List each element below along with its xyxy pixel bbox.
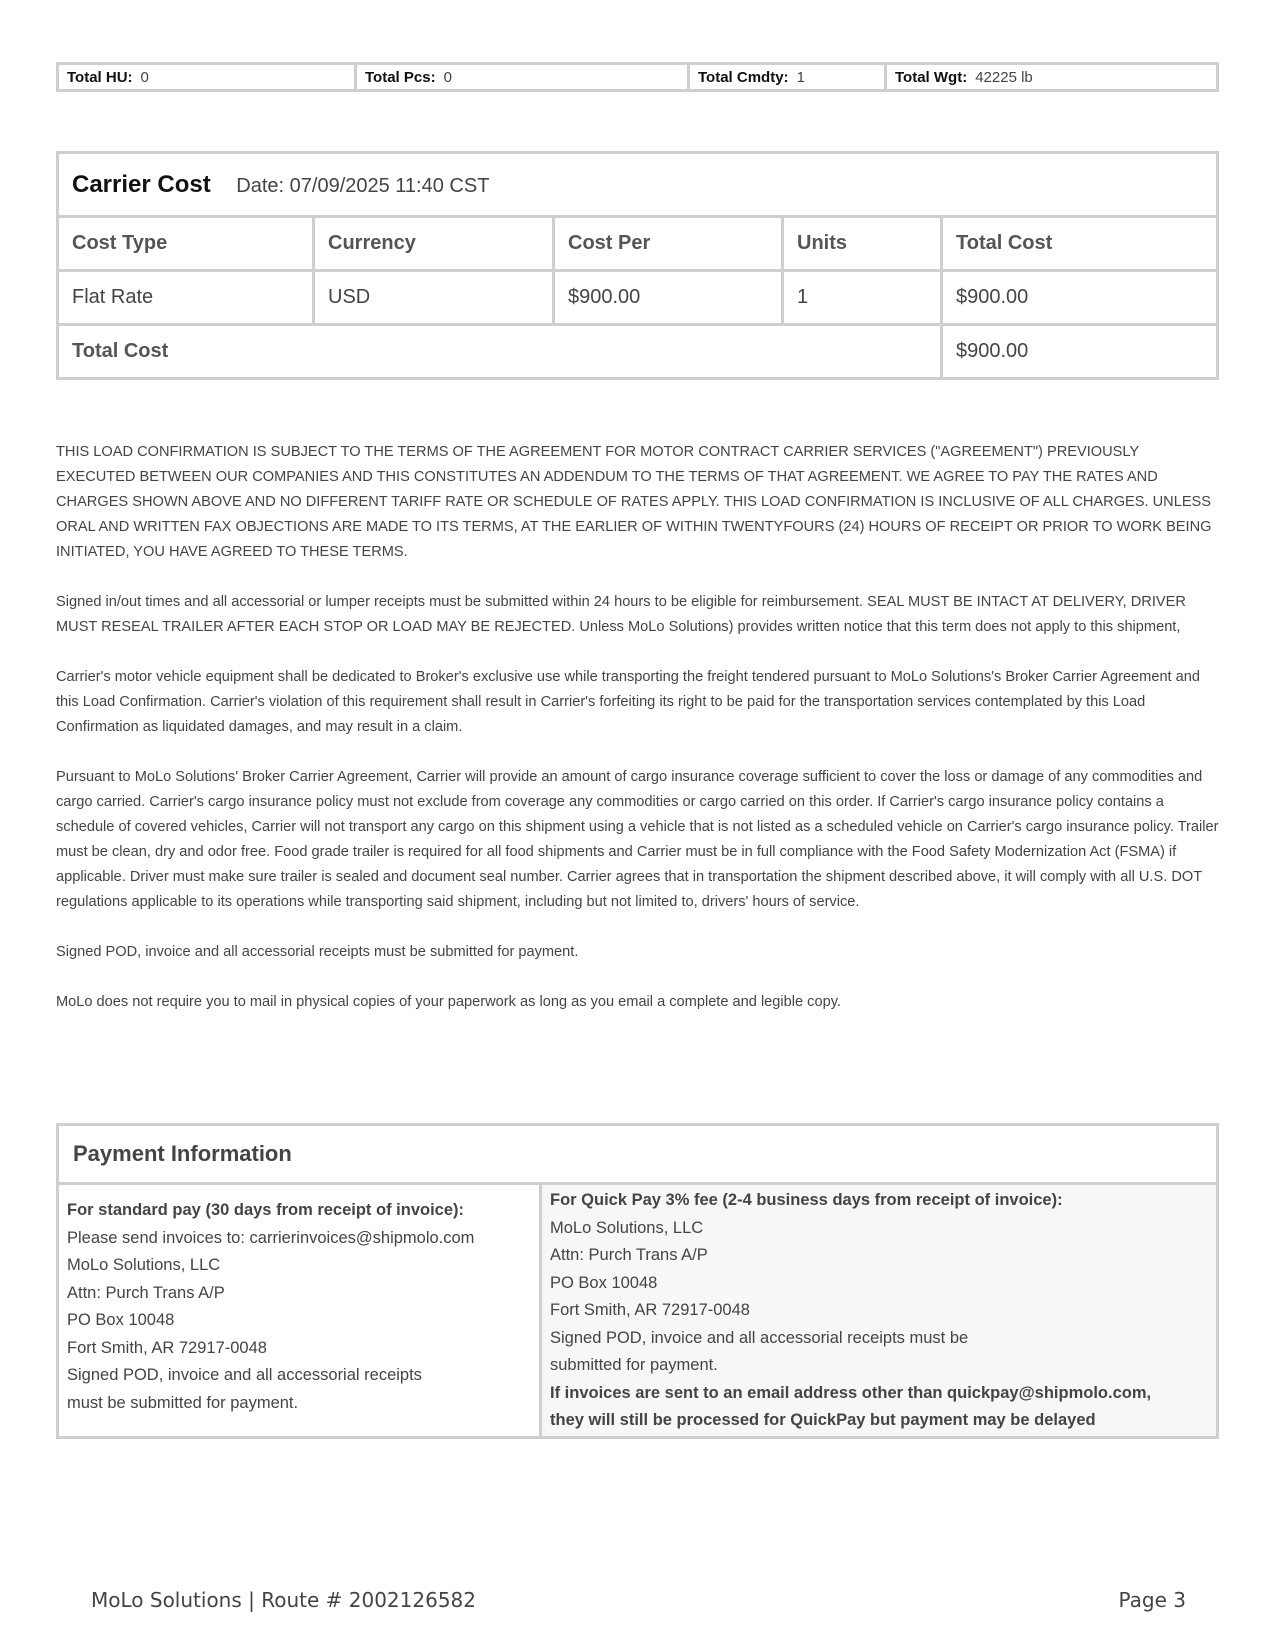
payment-title: Payment Information: [59, 1126, 1216, 1185]
quick-pay-line: MoLo Solutions, LLC: [550, 1218, 704, 1237]
standard-pay-line: Attn: Purch Trans A/P: [67, 1283, 225, 1302]
total-cost-value: $900.00: [942, 325, 1218, 379]
terms-paragraph: Signed in/out times and all accessorial or lumper receipts must be submitted within 24 hours to be eligible for reimbursement. SEAL MUST BE INTACT AT DELIVERY, DRIVER MUST RESEAL TRAILER AFTER EACH STOP OR LOAD MAY BE REJECTED. Unless MoLo Solutions) provides written notice that this term does not apply to this shipment,: [56, 594, 1186, 635]
standard-pay-line: MoLo Solutions, LLC: [67, 1256, 221, 1274]
total-pcs: [357, 65, 690, 89]
terms-text: [56, 440, 1222, 1040]
carrier-cost-table: [56, 151, 1219, 380]
standard-pay-line: PO Box 10048: [67, 1311, 175, 1329]
cell-total-cost: $900.00: [942, 271, 1218, 325]
footer-route: MoLo Solutions | Route # 2002126582: [91, 1588, 476, 1612]
total-pcs-value: 0: [443, 68, 452, 86]
column-header-cost-type: Cost Type: [58, 217, 314, 271]
footer-page-number: Page 3: [1118, 1588, 1186, 1612]
cell-cost-type: Flat Rate: [58, 271, 314, 325]
quick-pay-note: they will still be processed for QuickPay but payment may be delayed: [550, 1411, 1096, 1429]
total-cmdty-value: 1: [796, 68, 805, 86]
carrier-cost-title-cell: [58, 153, 1218, 217]
terms-paragraph: THIS LOAD CONFIRMATION IS SUBJECT TO THE TERMS OF THE AGREEMENT FOR MOTOR CONTRACT CARRIER SERVICES ("AGREEMENT") PREVIOUSLY EXECUTED BETWEEN OUR COMPANIES AND THIS CONSTITUTES AN ADDENDUM TO THE TERMS OF THAT AGREEMENT. WE AGREE TO PAY THE RATES AND CHARGES SHOWN ABOVE AND NO DIFFERENT TARIFF RATE OR SCHEDULE OF RATES APPLY. THIS LOAD CONFIRMATION IS INCLUSIVE OF ALL CHARGES. UNLESS ORAL AND WRITTEN FAX OBJECTIONS ARE MADE TO ITS TERMS, AT THE EARLIER OF WITHIN TWENTYFOURS (24) HOURS OF RECEIPT OR PRIOR TO WORK BEING INITIATED, YOU HAVE AGREED TO THESE TERMS.: [56, 444, 1212, 560]
standard-pay-heading: For standard pay (30 days from receipt of invoice):: [67, 1201, 465, 1219]
quick-pay-line: submitted for payment.: [550, 1356, 718, 1374]
terms-paragraph: Signed POD, invoice and all accessorial receipts must be submitted for payment.: [56, 944, 579, 960]
cell-cost-per: $900.00: [554, 271, 783, 325]
quick-pay-heading: For Quick Pay 3% fee (2-4 business days from receipt of invoice):: [550, 1191, 1063, 1209]
standard-pay-column: [59, 1185, 542, 1436]
total-wgt: [887, 65, 1216, 89]
carrier-cost-date: Date: 07/09/2025 11:40 CST: [236, 174, 490, 197]
table-row: [58, 271, 1218, 325]
total-hu: [59, 65, 357, 89]
quick-pay-column: [542, 1185, 1216, 1436]
carrier-cost-total-row: [58, 325, 1218, 379]
standard-pay-line: must be submitted for payment.: [67, 1393, 299, 1412]
carrier-cost-title-row: [58, 153, 1218, 217]
carrier-cost-header-row: [58, 217, 1218, 271]
total-wgt-value: 42225 lb: [975, 68, 1033, 86]
standard-pay-line: Signed POD, invoice and all accessorial receipts: [67, 1366, 422, 1384]
quick-pay-line: PO Box 10048: [550, 1273, 658, 1292]
carrier-cost-title: Carrier Cost: [72, 170, 211, 198]
payment-columns: [59, 1185, 1216, 1436]
column-header-units: Units: [783, 217, 942, 271]
cell-units: 1: [783, 271, 942, 325]
quick-pay-line: Signed POD, invoice and all accessorial receipts must be: [550, 1328, 969, 1347]
quick-pay-line: Fort Smith, AR 72917-0048: [550, 1301, 750, 1319]
payment-information: [56, 1123, 1219, 1439]
terms-paragraph: MoLo does not require you to mail in physical copies of your paperwork as long as you email a complete and legible copy.: [56, 994, 841, 1010]
total-hu-label: Total HU:: [67, 68, 133, 86]
total-hu-value: 0: [140, 68, 149, 86]
column-header-total-cost: Total Cost: [942, 217, 1218, 271]
quick-pay-note: If invoices are sent to an email address other than quickpay@shipmolo.com,: [550, 1383, 1152, 1402]
column-header-cost-per: Cost Per: [554, 217, 783, 271]
cell-currency: USD: [314, 271, 554, 325]
standard-pay-line: Please send invoices to: carrierinvoices@shipmolo.com: [67, 1228, 475, 1247]
terms-paragraph: Carrier's motor vehicle equipment shall be dedicated to Broker's exclusive use while transporting the freight tendered pursuant to MoLo Solutions's Broker Carrier Agreement and this Load Confirmation. Carrier's violation of this requirement shall result in Carrier's forfeiting its right to be paid for the transportation services contemplated by this Load Confirmation as liquidated damages, and may result in a claim.: [56, 669, 1201, 735]
totals-bar: [56, 62, 1219, 92]
total-cmdty-label: Total Cmdty:: [698, 68, 789, 86]
quick-pay-line: Attn: Purch Trans A/P: [550, 1246, 708, 1264]
total-wgt-label: Total Wgt:: [895, 68, 968, 86]
terms-paragraph: Pursuant to MoLo Solutions' Broker Carrier Agreement, Carrier will provide an amount of cargo insurance coverage sufficient to cover the loss or damage of any commodities and cargo carried. Carrier's cargo insurance policy must not exclude from coverage any commodities or cargo carried on this order. If Carrier's cargo insurance policy contains a schedule of covered vehicles, Carrier will not transport any cargo on this shipment using a vehicle that is not listed as a scheduled vehicle on Carrier's cargo insurance policy. Trailer must be clean, dry and odor free. Food grade trailer is required for all food shipments and Carrier must be in full compliance with the Food Safety Modernization Act (FSMA) if applicable. Driver must make sure trailer is sealed and document seal number. Carrier agrees that in transportation the shipment described above, it will comply with all U.S. DOT regulations applicable to its operations while transporting said shipment, including but not limited to, drivers' hours of service.: [56, 769, 1219, 910]
total-cmdty: [690, 65, 887, 89]
total-cost-label: Total Cost: [58, 325, 942, 379]
column-header-currency: Currency: [314, 217, 554, 271]
total-pcs-label: Total Pcs:: [365, 68, 436, 86]
standard-pay-line: Fort Smith, AR 72917-0048: [67, 1338, 267, 1357]
